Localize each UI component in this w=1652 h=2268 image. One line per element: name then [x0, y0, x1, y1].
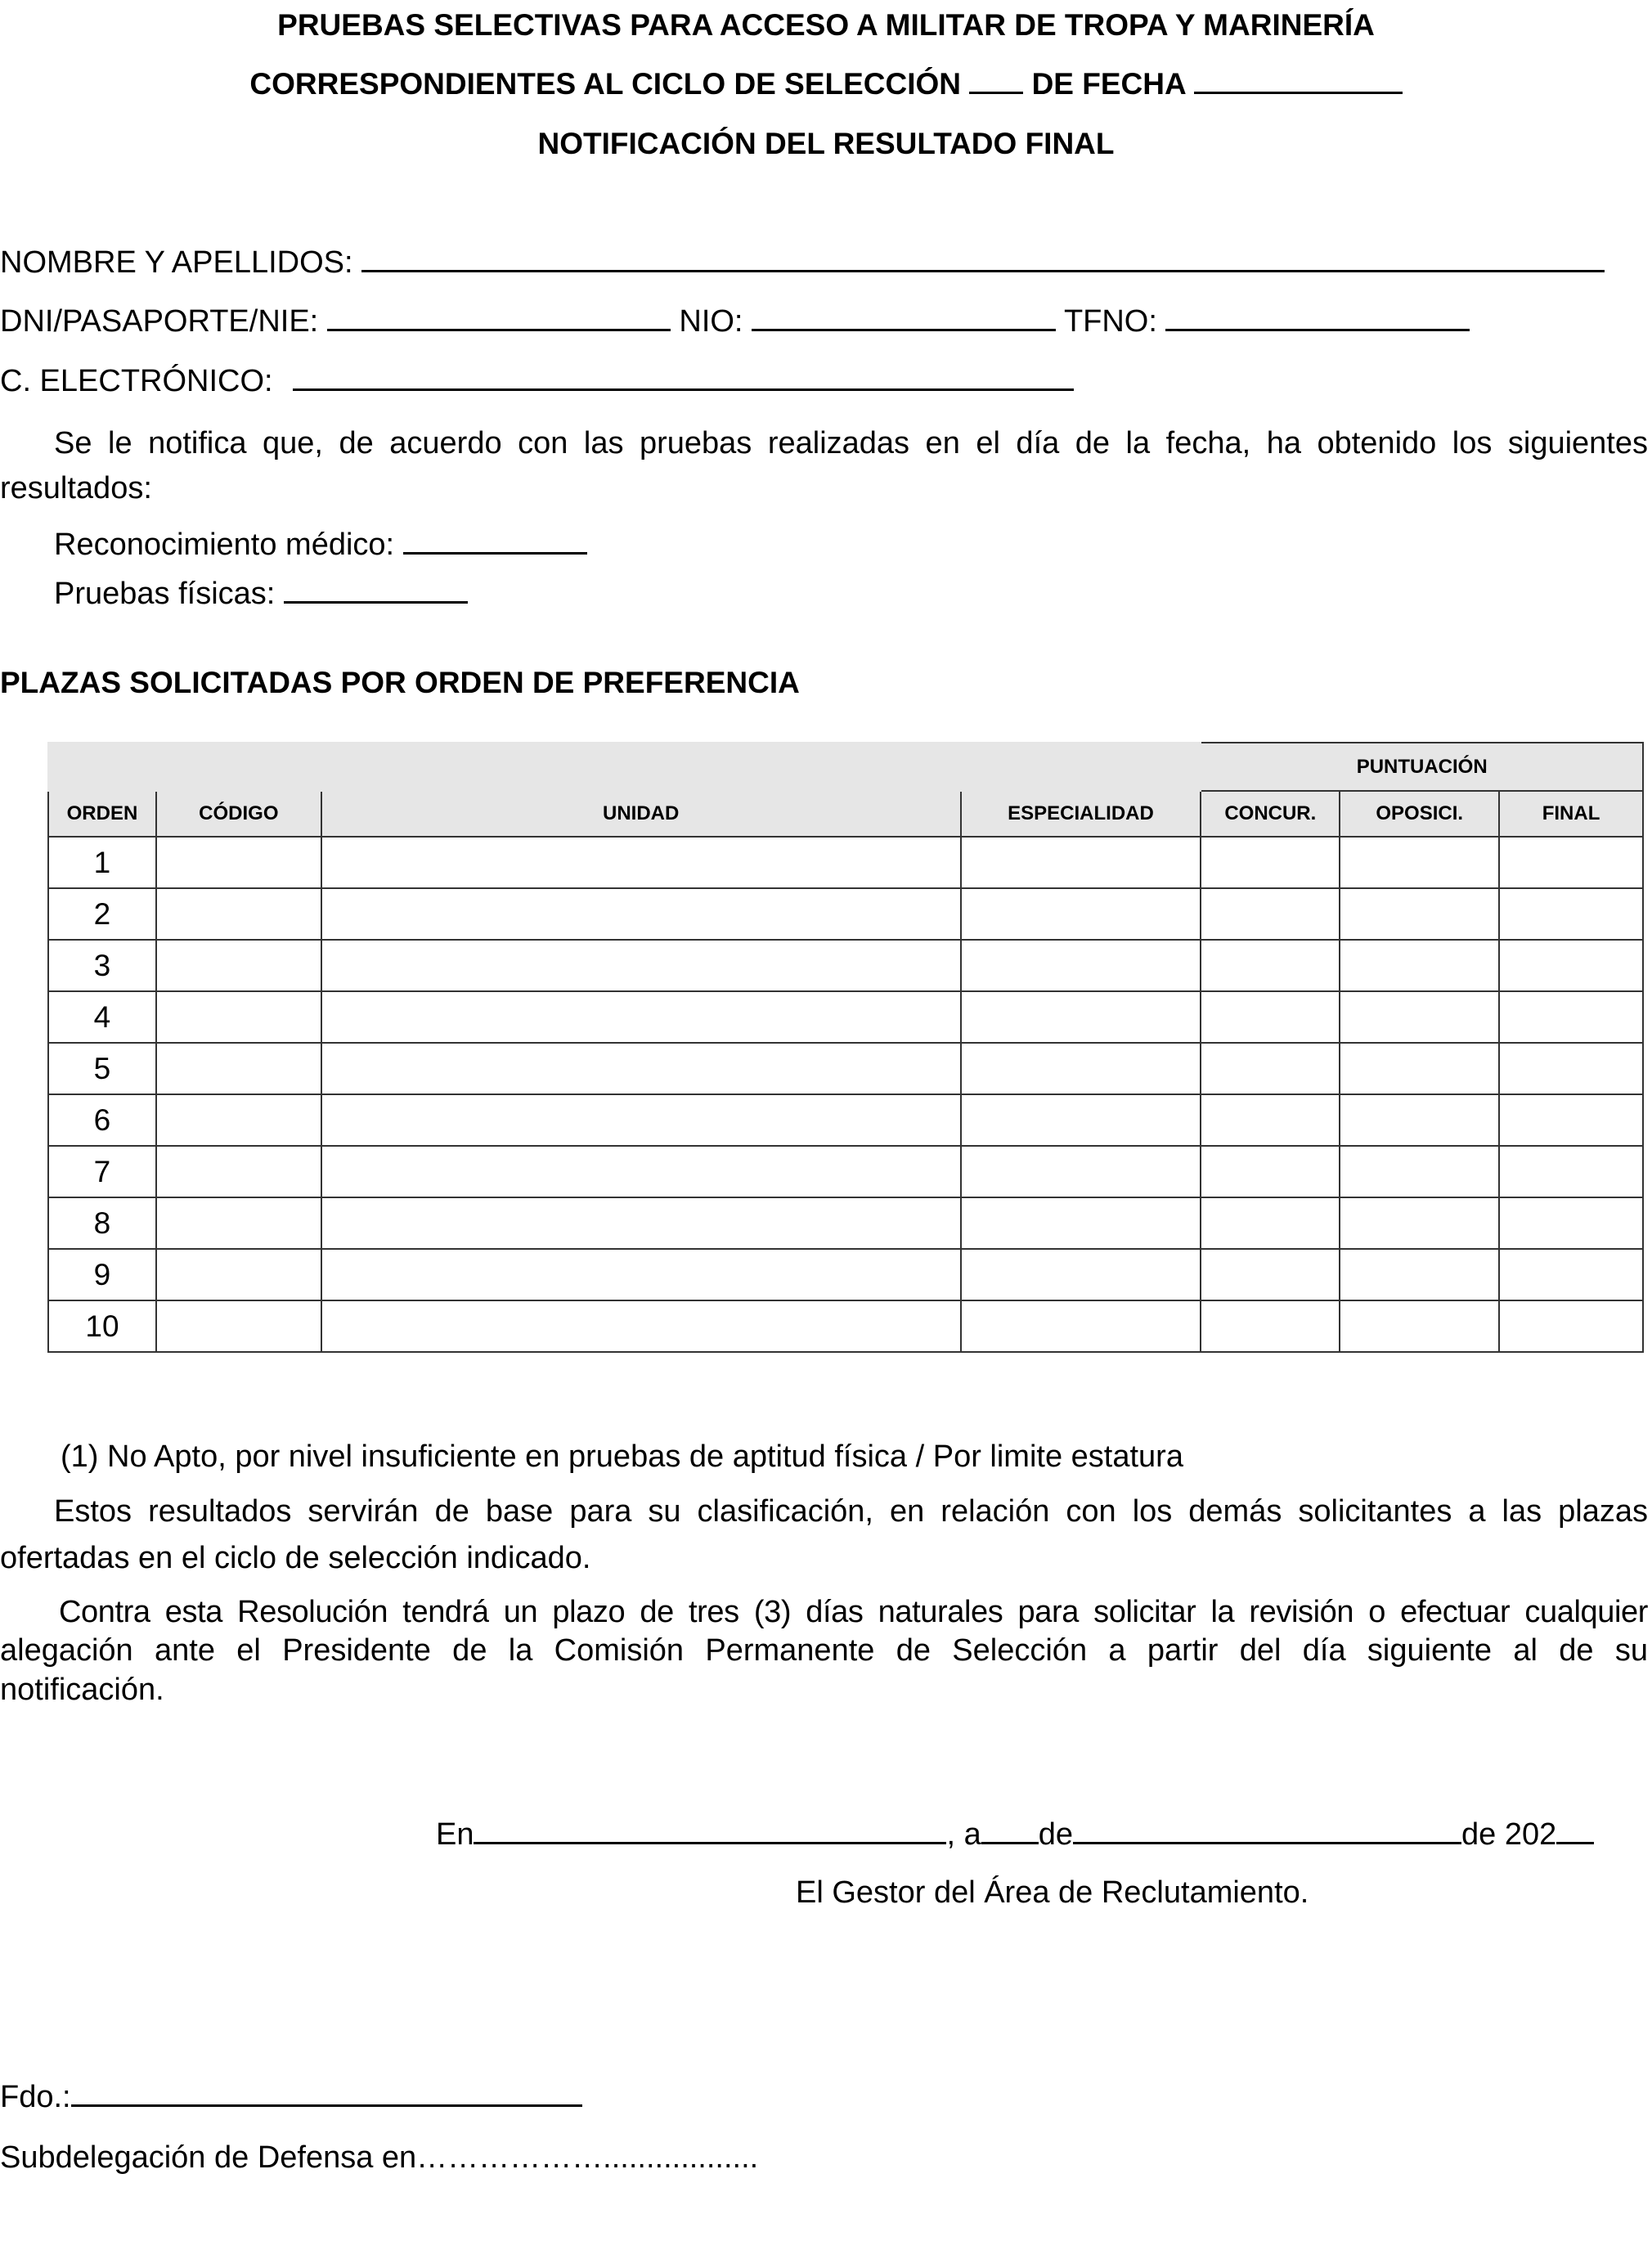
table-cell-concur[interactable]	[1201, 1146, 1340, 1197]
col-codigo: CÓDIGO	[156, 791, 321, 837]
col-oposici: OPOSICI.	[1340, 791, 1499, 837]
table-row	[48, 1249, 1643, 1300]
fdo-label: Fdo.:	[0, 2080, 71, 2114]
table-cell-final[interactable]	[1499, 1249, 1643, 1300]
table-cell-unidad[interactable]	[321, 837, 961, 888]
table-cell-oposici[interactable]	[1340, 1094, 1499, 1146]
orden-cell: 10	[48, 1300, 156, 1352]
table-cell-especialidad[interactable]	[961, 1197, 1201, 1249]
year-field[interactable]	[1556, 1817, 1594, 1844]
fisicas-row	[54, 577, 468, 612]
orden-cell: 9	[48, 1249, 156, 1300]
footnote: (1) No Apto, por nivel insuficiente en pruebas de aptitud física / Por limite estatura	[61, 1439, 1183, 1474]
table-row	[48, 1146, 1643, 1197]
table-cell-unidad[interactable]	[321, 1094, 961, 1146]
table-cell-oposici[interactable]	[1340, 1249, 1499, 1300]
table-cell-oposici[interactable]	[1340, 888, 1499, 940]
table-cell-código[interactable]	[156, 991, 321, 1043]
title-ciclo: CORRESPONDIENTES AL CICLO DE SELECCIÓN	[249, 67, 961, 101]
title-line-1: PRUEBAS SELECTIVAS PARA ACCESO A MILITAR DE TROPA Y MARINERÍA	[277, 8, 1375, 42]
plazas-table	[47, 742, 1644, 1353]
orden-cell: 5	[48, 1043, 156, 1094]
orden-cell: 4	[48, 991, 156, 1043]
medico-row	[54, 528, 587, 563]
intro-paragraph-end: resultados:	[0, 471, 152, 505]
table-row	[48, 1094, 1643, 1146]
paragraph-contra-3: notificación.	[0, 1673, 164, 1707]
gestor-label: El Gestor del Área de Reclutamiento.	[796, 1875, 1309, 1910]
table-cell-código[interactable]	[156, 837, 321, 888]
col-final: FINAL	[1499, 791, 1643, 837]
table-cell-concur[interactable]	[1201, 1249, 1340, 1300]
orden-cell: 2	[48, 888, 156, 940]
orden-cell: 8	[48, 1197, 156, 1249]
table-cell-final[interactable]	[1499, 1300, 1643, 1352]
fdo-field[interactable]	[71, 2080, 582, 2107]
paragraph-contra-2: alegación ante el Presidente de la Comisión Permanente de Selección a partir del día siguiente al de su	[0, 1633, 1648, 1668]
title-line-2	[0, 67, 1652, 101]
fdo-row	[0, 2080, 582, 2115]
table-cell-oposici[interactable]	[1340, 837, 1499, 888]
nio-label: NIO:	[679, 304, 743, 339]
table-row	[48, 991, 1643, 1043]
table-cell-unidad[interactable]	[321, 991, 961, 1043]
table-cell-código[interactable]	[156, 1043, 321, 1094]
nombre-field[interactable]	[361, 245, 1605, 272]
id-row	[0, 304, 1470, 339]
nombre-row	[0, 245, 1605, 281]
table-cell-unidad[interactable]	[321, 1043, 961, 1094]
month-field[interactable]	[1073, 1817, 1461, 1844]
orden-cell: 6	[48, 1094, 156, 1146]
title-line-3: NOTIFICACIÓN DEL RESULTADO FINAL	[537, 127, 1115, 160]
table-cell-final[interactable]	[1499, 837, 1643, 888]
medico-label: Reconocimiento médico:	[54, 528, 395, 562]
tfno-field[interactable]	[1165, 304, 1470, 331]
table-cell-código[interactable]	[156, 940, 321, 991]
table-row	[48, 1300, 1643, 1352]
table-cell-unidad[interactable]	[321, 1300, 961, 1352]
table-cell-concur[interactable]	[1201, 888, 1340, 940]
col-orden: ORDEN	[48, 791, 156, 837]
table-cell-final[interactable]	[1499, 1043, 1643, 1094]
col-especialidad: ESPECIALIDAD	[961, 791, 1201, 837]
table-cell-unidad[interactable]	[321, 1197, 961, 1249]
title-fecha: DE FECHA	[1031, 67, 1186, 101]
table-cell-código[interactable]	[156, 1300, 321, 1352]
table-cell-oposici[interactable]	[1340, 1146, 1499, 1197]
table-cell-concur[interactable]	[1201, 1043, 1340, 1094]
table-cell-concur[interactable]	[1201, 1300, 1340, 1352]
table-cell-concur[interactable]	[1201, 1197, 1340, 1249]
fisicas-field[interactable]	[284, 577, 468, 604]
tfno-label: TFNO:	[1063, 304, 1157, 339]
section-title: PLAZAS SOLICITADAS POR ORDEN DE PREFERENCIA	[0, 666, 800, 699]
table-cell-final[interactable]	[1499, 1094, 1643, 1146]
dni-field[interactable]	[327, 304, 671, 331]
table-cell-oposici[interactable]	[1340, 1300, 1499, 1352]
table-cell-concur[interactable]	[1201, 1094, 1340, 1146]
header-empty	[48, 743, 1201, 791]
table-cell-especialidad[interactable]	[961, 1146, 1201, 1197]
table-cell-unidad[interactable]	[321, 940, 961, 991]
place-field[interactable]	[474, 1817, 946, 1844]
year-label: de 202	[1461, 1817, 1557, 1852]
email-row	[0, 364, 1074, 399]
email-label: C. ELECTRÓNICO:	[0, 364, 273, 398]
medico-field[interactable]	[403, 528, 587, 555]
table-cell-final[interactable]	[1499, 991, 1643, 1043]
day-field[interactable]	[981, 1817, 1039, 1844]
col-unidad: UNIDAD	[321, 791, 961, 837]
table-cell-final[interactable]	[1499, 940, 1643, 991]
ciclo-blank[interactable]	[969, 67, 1023, 94]
table-cell-unidad[interactable]	[321, 1249, 961, 1300]
table-row	[48, 837, 1643, 888]
table-cell-especialidad[interactable]	[961, 888, 1201, 940]
table-cell-especialidad[interactable]	[961, 1043, 1201, 1094]
nombre-label: NOMBRE Y APELLIDOS:	[0, 245, 353, 280]
table-cell-especialidad[interactable]	[961, 1300, 1201, 1352]
table-cell-código[interactable]	[156, 1146, 321, 1197]
en-label: En	[436, 1817, 474, 1852]
table-cell-concur[interactable]	[1201, 991, 1340, 1043]
table-row	[48, 940, 1643, 991]
table-cell-especialidad[interactable]	[961, 1094, 1201, 1146]
table-row	[48, 1197, 1643, 1249]
puntuacion-header: PUNTUACIÓN	[1201, 743, 1643, 791]
paragraph-base-end: ofertadas en el ciclo de selección indicado.	[0, 1541, 591, 1575]
table-cell-concur[interactable]	[1201, 940, 1340, 991]
table-cell-final[interactable]	[1499, 1197, 1643, 1249]
table-cell-código[interactable]	[156, 1197, 321, 1249]
place-date-row	[436, 1817, 1594, 1853]
table-cell-especialidad[interactable]	[961, 991, 1201, 1043]
fisicas-label: Pruebas físicas:	[54, 577, 276, 611]
table-cell-final[interactable]	[1499, 1146, 1643, 1197]
table-cell-unidad[interactable]	[321, 1146, 961, 1197]
nio-field[interactable]	[752, 304, 1056, 331]
table-cell-código[interactable]	[156, 1094, 321, 1146]
orden-cell: 3	[48, 940, 156, 991]
table-cell-final[interactable]	[1499, 888, 1643, 940]
paragraph-contra-1: Contra esta Resolución tendrá un plazo de tres (3) días naturales para solicitar la revisión o efectuar cualquier	[59, 1595, 1648, 1629]
orden-cell: 7	[48, 1146, 156, 1197]
col-concur: CONCUR.	[1201, 791, 1340, 837]
orden-cell: 1	[48, 837, 156, 888]
table-cell-especialidad[interactable]	[961, 1249, 1201, 1300]
table-row	[48, 888, 1643, 940]
table-cell-oposici[interactable]	[1340, 1043, 1499, 1094]
dni-label: DNI/PASAPORTE/NIE:	[0, 304, 319, 339]
de-label: de	[1038, 1817, 1074, 1852]
table-cell-concur[interactable]	[1201, 837, 1340, 888]
paragraph-base: Estos resultados servirán de base para su clasificación, en relación con los demás solicitantes a las plazas	[54, 1494, 1648, 1529]
intro-paragraph: Se le notifica que, de acuerdo con las pruebas realizadas en el día de la fecha, ha obtenido los siguientes	[54, 426, 1648, 460]
fecha-blank[interactable]	[1194, 67, 1403, 94]
a-label: , a	[946, 1817, 981, 1852]
table-cell-código[interactable]	[156, 888, 321, 940]
table-cell-unidad[interactable]	[321, 888, 961, 940]
table-cell-especialidad[interactable]	[961, 837, 1201, 888]
table-row	[48, 1043, 1643, 1094]
subdelegacion-label: Subdelegación de Defensa en………………..................	[0, 2140, 759, 2175]
table-cell-oposici[interactable]	[1340, 1197, 1499, 1249]
table-cell-oposici[interactable]	[1340, 940, 1499, 991]
table-cell-especialidad[interactable]	[961, 940, 1201, 991]
table-cell-oposici[interactable]	[1340, 991, 1499, 1043]
email-field[interactable]	[293, 364, 1074, 391]
table-cell-código[interactable]	[156, 1249, 321, 1300]
